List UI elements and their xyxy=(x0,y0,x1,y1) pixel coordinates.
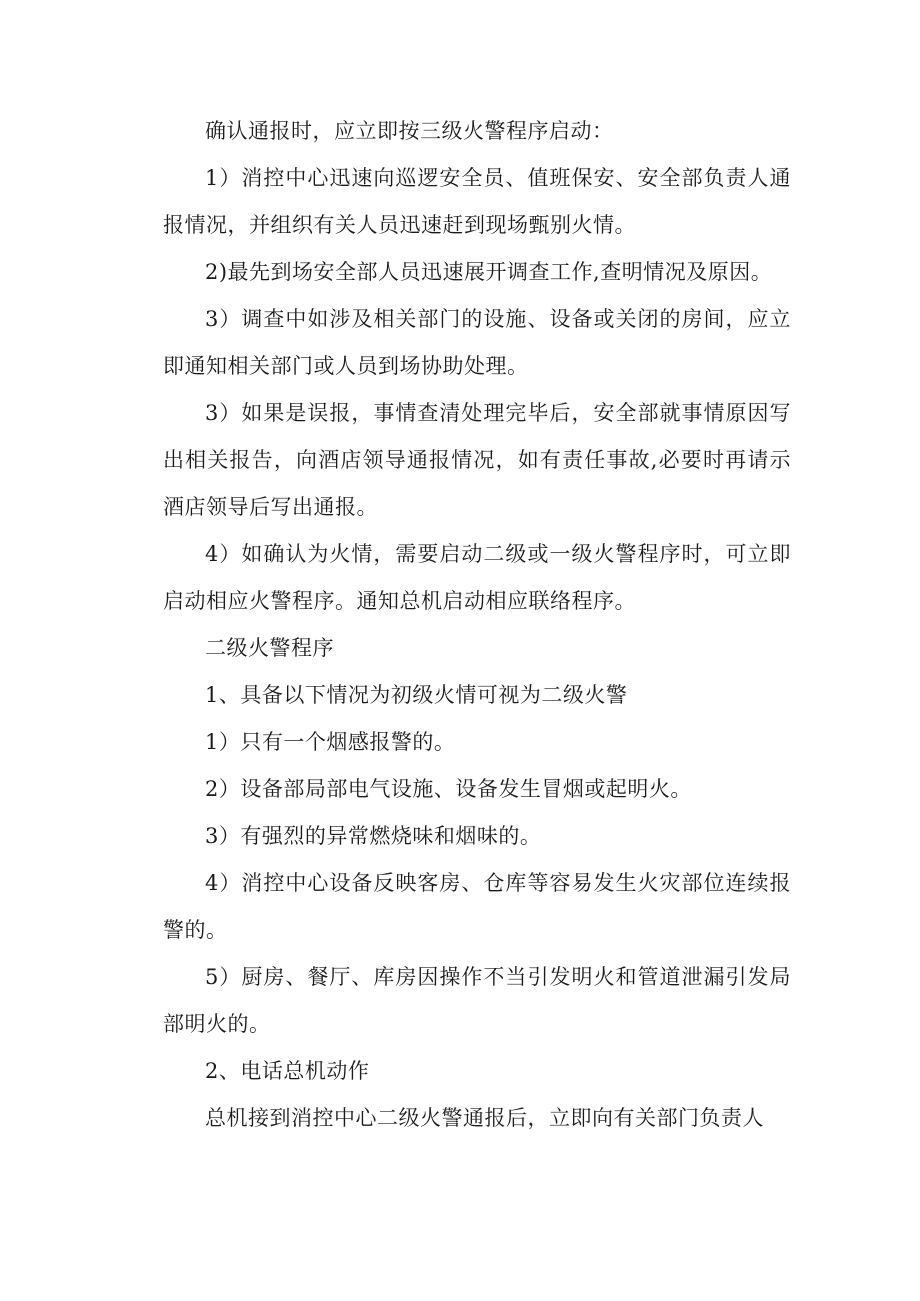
paragraph-switchboard-heading: 2、电话总机动作 xyxy=(205,1059,370,1083)
section-heading-level-2-alarm: 二级火警程序 xyxy=(205,636,334,660)
paragraph-step-1: 1）消控中心迅速向巡逻安全员、值班保安、安全部负责人通报情况，并组织有关人员迅速赶到现场甄别火情。 xyxy=(163,166,791,237)
paragraph-step-4: 4）如确认为火情，需要启动二级或一级火警程序时，可立即启动相应火警程序。通知总机启动相应联络程序。 xyxy=(163,542,791,613)
paragraph-switchboard-action: 总机接到消控中心二级火警通报后，立即向有关部门负责人 xyxy=(205,1106,764,1130)
paragraph-condition-5: 5）厨房、餐厅、库房因操作不当引发明火和管道泄漏引发局部明火的。 xyxy=(163,965,791,1036)
paragraph-step-2: 2)最先到场安全部人员迅速展开调查工作,查明情况及原因。 xyxy=(205,260,773,284)
paragraph-condition-heading: 1、具备以下情况为初级火情可视为二级火警 xyxy=(205,683,628,707)
paragraph-step-3a: 3）调查中如涉及相关部门的设施、设备或关闭的房间，应立即通知相关部门或人员到场协助处理。 xyxy=(163,307,791,378)
paragraph-condition-4: 4）消控中心设备反映客房、仓库等容易发生火灾部位连续报警的。 xyxy=(163,871,791,942)
document-body xyxy=(163,108,791,1142)
paragraph-confirm-report: 确认通报时，应立即按三级火警程序启动： xyxy=(205,119,614,143)
paragraph-step-3b: 3）如果是误报，事情查清处理完毕后，安全部就事情原因写出相关报告，向酒店领导通报情况，如有责任事故,必要时再请示酒店领导后写出通报。 xyxy=(163,401,791,519)
paragraph-condition-1: 1）只有一个烟感报警的。 xyxy=(205,730,456,754)
paragraph-condition-3: 3）有强烈的异常燃烧味和烟味的。 xyxy=(205,824,542,848)
paragraph-condition-2: 2）设备部局部电气设施、设备发生冒烟或起明火。 xyxy=(205,777,692,801)
